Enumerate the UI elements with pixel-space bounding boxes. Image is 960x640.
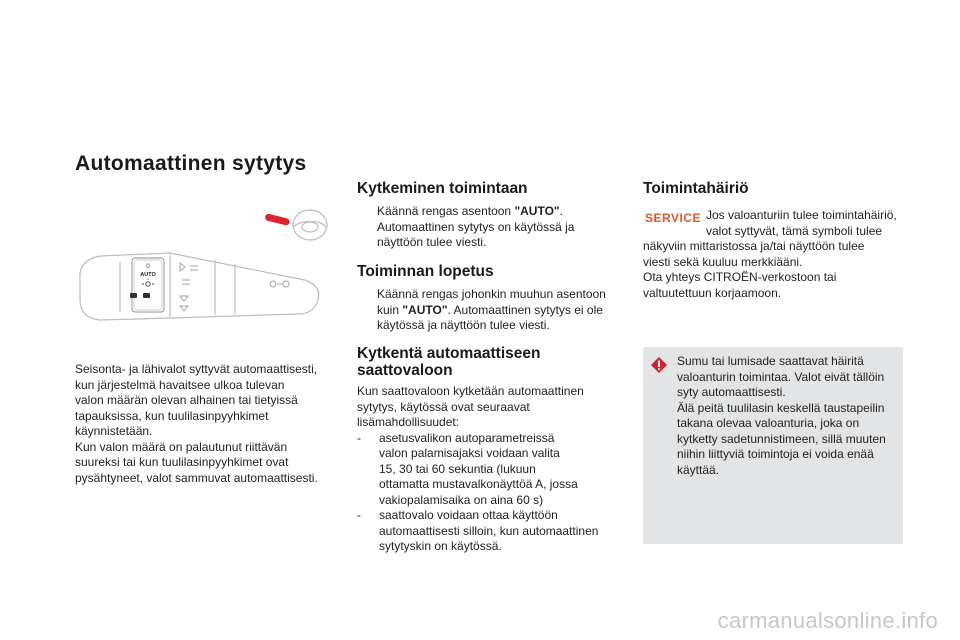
bullet-arrow-icon xyxy=(357,287,371,334)
list-item: - saattovalo voidaan ottaa käyttöön automaattisesti silloin, kun automaattinen sytytyskin on käytössä. xyxy=(357,508,599,553)
headlamp-symbol-icon xyxy=(270,281,289,287)
guide-me-home-heading: Kytkentä automaattiseen saattovaloon xyxy=(357,345,541,379)
malfunction-text-first: Jos valoanturiin tulee toimintahäiriö, valot syttyvät, tämä symboli tulee xyxy=(706,208,897,238)
warning-exclamation-icon xyxy=(650,356,668,374)
service-warning-icon: SERVICE xyxy=(645,211,701,225)
parking-light-icon xyxy=(142,279,154,286)
lighting-stalk-illustration xyxy=(60,200,340,340)
light-symbols-icon xyxy=(180,263,198,311)
warning-text: Sumu tai lumisade saattavat häiritä valoanturin toimintaa. Valot eivät tällöin syty automaattisesti. Älä peitä tuulilasin keskellä taustapeilin takana olevaa valoanturia, joka on kytketty sadetunnistimeen, sillä muuten niihin liittyviä toimintoja ei voida enää käyttää. xyxy=(677,354,886,477)
guide-me-home-text xyxy=(357,384,632,555)
steering-wheel-icon xyxy=(293,210,327,240)
switch-on-instruction: Käännä rengas asentoon "AUTO". Automaattinen sytytys on käytössä ja näyttöön tulee viesti. xyxy=(357,204,627,251)
stalk-body xyxy=(80,253,319,320)
malfunction-text-rest: näkyviin mittaristossa ja/tai näyttöön tulee viesti sekä kuuluu merkkiääni. Ota yhteys CITROËN-verkostoon tai valtuutettuun korjaamoon. xyxy=(643,239,865,300)
watermark: carmanualsonline.info xyxy=(717,608,938,633)
bullet-arrow-icon xyxy=(357,204,371,251)
list-item: - asetusvalikon autoparametreissä valon palamisajaksi voidaan valita 15, 30 tai 60 sekuntia (lukuun ottamatta mustavalkonäyttöä A, jossa vakiopalamisaika on aina 60 s) xyxy=(357,430,578,507)
dipped-beam-icon xyxy=(130,293,150,298)
intro-text: Seisonta- ja lähivalot syttyvät automaattisesti, kun järjestelmä havaitsee ulkoa tulevan valon määrän olevan alhainen tai tietyissä tapauksissa, kun tuulilasinpyyhkimet käynnistetään. Kun valon määrä on palautunut riittävän suureksi tai kun tuulilasinpyyhkimet ovat pysähtyneet, valot sammuvat automaattisesti. xyxy=(75,362,318,485)
stalk-pointer-icon xyxy=(264,213,290,226)
stalk-off-label: 0 xyxy=(146,264,150,270)
switch-off-heading: Toiminnan lopetus xyxy=(357,263,494,280)
page-title: Automaattinen sytytys xyxy=(75,152,307,175)
switch-off-instruction: Käännä rengas johonkin muuhun asentoon kuin "AUTO". Automaattinen sytytys ei ole käytössä ja näyttöön tulee viesti. xyxy=(357,287,627,334)
stalk-auto-label: AUTO xyxy=(140,272,156,278)
malfunction-heading: Toimintahäiriö xyxy=(643,180,749,197)
guide-me-home-intro: Kun saattovaloon kytketään automaattinen sytytys, käytössä ovat seuraavat lisämahdollisuudet: xyxy=(357,384,584,429)
switch-on-heading: Kytkeminen toimintaan xyxy=(357,180,528,197)
